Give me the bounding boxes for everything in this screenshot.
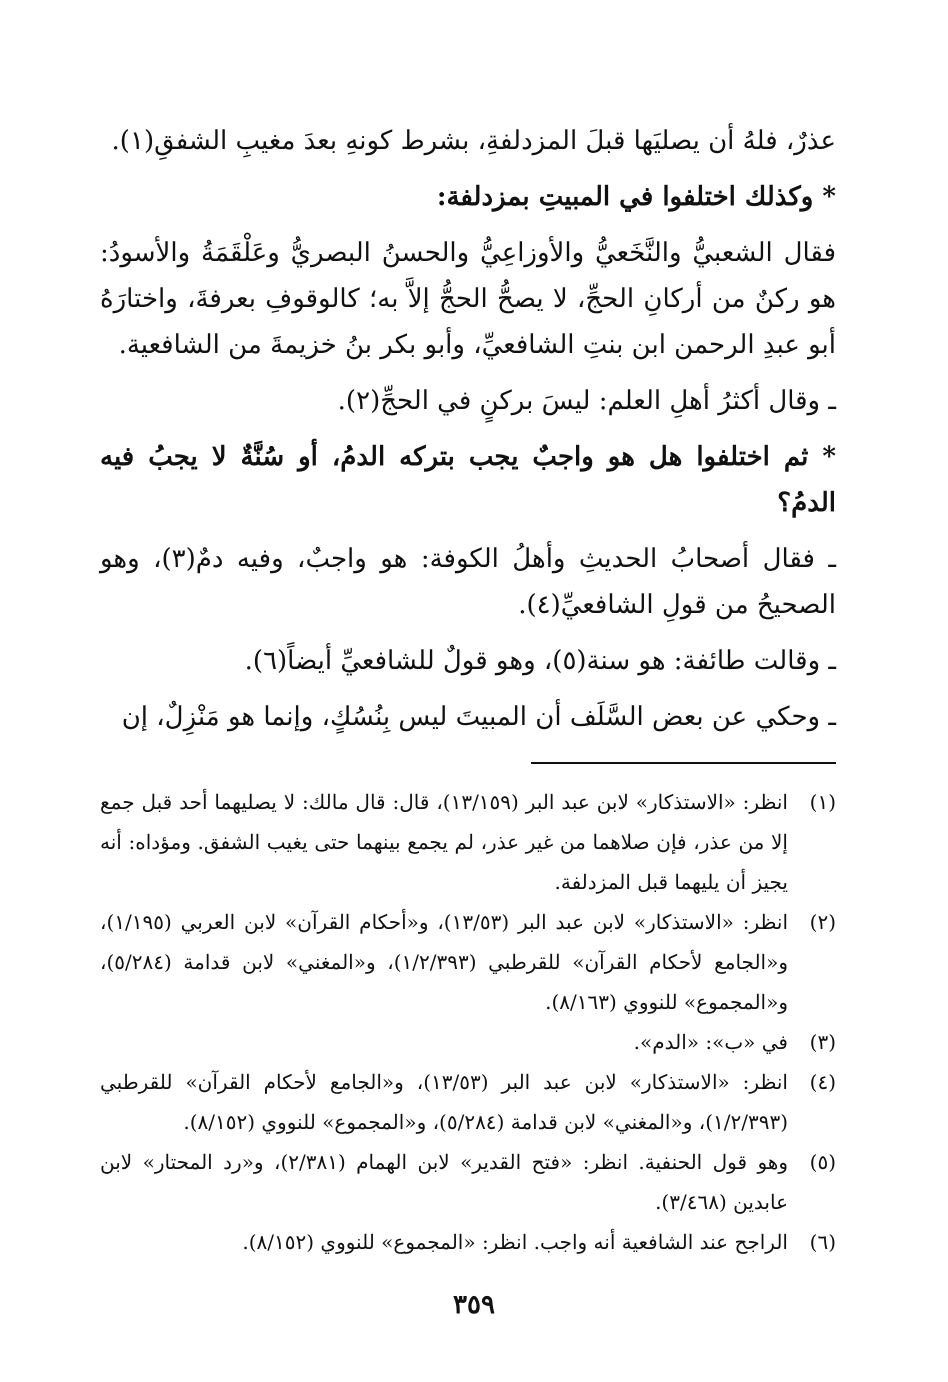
- footnote-text: الراجح عند الشافعية أنه واجب. انظر: «المجموع» للنووي (٨/١٥٢).: [242, 1230, 788, 1254]
- heading-mabit: * وكذلك اختلفوا في المبيتِ بمزدلفة:: [436, 182, 836, 212]
- main-text: [100, 118, 836, 740]
- footnote-5: [100, 1142, 836, 1222]
- page-number: ٣٥٩: [453, 1290, 495, 1320]
- footnote-text: انظر: «الاستذكار» لابن عبد البر (١٣/١٥٩)، قال: قال مالك: لا يصليهما أحد قبل جمع إلا من عذر، فإن صلاهما من غير عذر، لم يجمع بينهما حتى يغيب الشفق. ومؤداه: أنه يجيز أن يليهما قبل المزدلفة.: [100, 790, 788, 894]
- page-content: [100, 118, 836, 1262]
- footnote-2: [100, 902, 836, 1022]
- footnote-number: (٤): [809, 1070, 836, 1094]
- footnote-text: انظر: «الاستذكار» لابن عبد البر (١٣/٥٣)، و«أحكام القرآن» لابن العربي (١/١٩٥)، و«الجامع لأحكام القرآن» للقرطبي (١/٢/٣٩٣)، و«المغني» لابن قدامة (٥/٢٨٤)، و«المجموع» للنووي (٨/١٦٣).: [100, 910, 789, 1014]
- footnote-text: وهو قول الحنفية. انظر: «فتح القدير» لابن الهمام (٢/٣٨١)، و«رد المحتار» لابن عابدين (٣/٤٦٨).: [100, 1150, 788, 1214]
- heading-wajib: * ثم اختلفوا هل هو واجبٌ يجب بتركه الدمُ، أو سُنَّةٌ لا يجبُ فيه الدمُ؟: [100, 442, 836, 518]
- footnote-1: [100, 782, 836, 902]
- footnote-6: [100, 1222, 836, 1262]
- footnote-text: في «ب»: «الدم».: [633, 1030, 788, 1054]
- footnote-4: [100, 1062, 836, 1142]
- paragraph-3: فقال الشعبيُّ والنَّخَعيُّ والأوزاعِيُّ والحسنُ البصريُّ وعَلْقَمَةُ والأسودُ: هو ركنٌ من أركانِ الحجِّ، لا يصحُّ الحجُّ إلاَّ به؛ كالوقوفِ بعرفةَ، واختارَهُ أبو عبدِ الرحمن ابن بنتِ الشافعيِّ، وأبو بكر بنُ خزيمةَ من الشافعية.: [100, 238, 836, 360]
- footnote-3: [100, 1022, 836, 1062]
- paragraph-7: ـ وقالت طائفة: هو سنة(٥)، وهو قولٌ للشافعيِّ أيضاً(٦).: [244, 646, 836, 676]
- footnote-number: (٣): [809, 1030, 836, 1054]
- paragraph-6: ـ فقال أصحابُ الحديثِ وأهلُ الكوفة: هو واجبٌ، وفيه دمٌ(٣)، وهو الصحيحُ من قولِ الشافعيِّ(٤).: [100, 544, 836, 620]
- paragraph-8: ـ وحكي عن بعض السَّلَف أن المبيتَ ليس بِنُسُكٍ، وإنما هو مَنْزِلٌ، إن: [121, 702, 836, 732]
- footnote-text: انظر: «الاستذكار» لابن عبد البر (١٣/٥٣)، و«الجامع لأحكام القرآن» للقرطبي (١/٢/٣٩٣)، و«المغني» لابن قدامة (٥/٢٨٤)، و«المجموع» للنووي (٨/١٥٢).: [100, 1070, 788, 1134]
- footnote-number: (٦): [809, 1230, 836, 1254]
- footnote-number: (٥): [809, 1150, 836, 1174]
- footnote-number: (١): [809, 790, 836, 814]
- footnote-divider: [531, 762, 836, 764]
- paragraph-4: ـ وقال أكثرُ أهلِ العلم: ليسَ بركنٍ في الحجِّ(٢).: [337, 386, 836, 416]
- footnote-number: (٢): [809, 910, 836, 934]
- paragraph-1: عذرٌ، فلهُ أن يصليَها قبلَ المزدلفةِ، بشرط كونهِ بعدَ مغيبِ الشفقِ(١).: [111, 126, 836, 156]
- footnotes: [100, 782, 836, 1262]
